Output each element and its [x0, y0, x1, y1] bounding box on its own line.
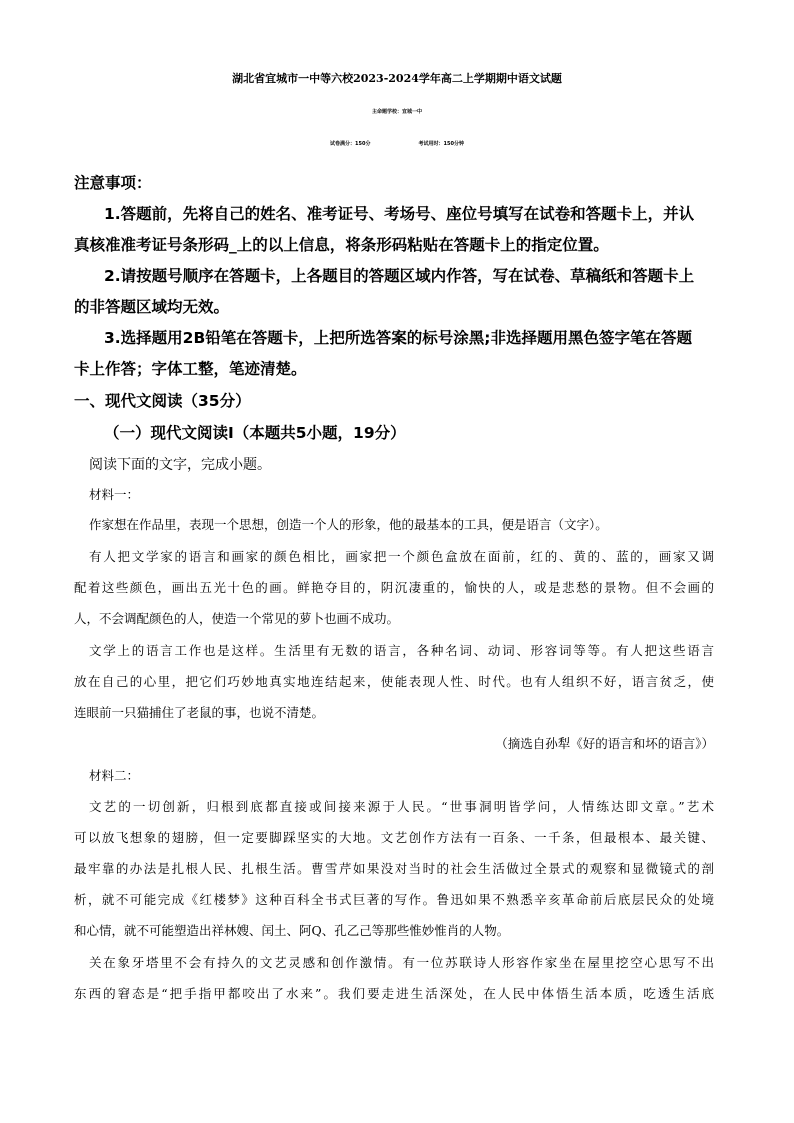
material-1-line: 人，不会调配颜色的人，使造一个常见的萝卜也画不成功。	[74, 611, 400, 626]
material-1-line: 文学上的语言工作也是这样。生活里有无数的语言，各种名词、动词、形容词等等。有人把这些语言	[89, 643, 714, 658]
material-2-line: 和心情，就不可能塑造出祥林嫂、闰土、阿Q、孔乙己等那些惟妙惟肖的人物。	[74, 923, 510, 938]
note-line: 的非答题区域均无效。	[74, 298, 230, 316]
material-1-source: （摘选自孙犁《好的语言和坏的语言》）	[495, 736, 714, 751]
material-2-line: 最牢靠的办法是扎根人民、扎根生活。曹雪芹如果没对当时的社会生活做过全景式的观察和显微镜式的剖	[74, 861, 714, 876]
note-line: 2.请按题号顺序在答题卡，上各题目的答题区域内作答，写在试卷、草稿纸和答题卡上	[104, 267, 695, 285]
note-line: 3.选择题用2B铅笔在答题卡，上把所选答案的标号涂黑;非选择题用黑色签字笔在答题	[104, 329, 692, 347]
material-1-line: 配着这些颜色，画出五光十色的画。鲜艳夺目的，阴沉凄重的，愉快的人，或是悲愁的景物。但不会画的	[74, 580, 714, 595]
reading-instruction: 阅读下面的文字，完成小题。	[89, 457, 271, 473]
material-2-line: 可以放飞想象的翅膀，但一定要脚踩坚实的大地。文艺创作方法有一百条、一千条，但最根本、最关键、	[74, 830, 714, 845]
exam-title: 湖北省宜城市一中等六校2023-2024学年高二上学期期中语文试题	[232, 72, 562, 85]
material-2-line: 关在象牙塔里不会有持久的文艺灵感和创作激情。有一位苏联诗人形容作家坐在屋里挖空心思写不出	[89, 955, 714, 970]
score-time-line	[0, 140, 794, 147]
notes-heading: 注意事项：	[74, 174, 152, 192]
material-1-line: 作家想在作品里，表现一个思想，创造一个人的形象，他的最基本的工具，便是语言（文字）。	[89, 517, 608, 532]
material-1-line: 放在自己的心里，把它们巧妙地真实地连结起来，使能表现人性、时代。也有人组织不好，语言贫乏，使	[74, 674, 714, 689]
material-1-label: 材料一：	[89, 487, 140, 502]
exam-time: 考试用时：150分钟	[418, 141, 464, 147]
material-2-line: 东西的窘态是“把手指甲都咬出了水来”。我们要走进生活深处，在人民中体悟生活本质，吃透生活底	[74, 986, 714, 1001]
material-1-line: 连眼前一只猫捕住了老鼠的事，也说不清楚。	[74, 705, 325, 720]
material-2-line: 文艺的一切创新，归根到底都直接或间接来源于人民。“世事洞明皆学问，人情练达即文章。”艺术	[89, 799, 714, 814]
material-2-label: 材料二：	[89, 768, 140, 783]
note-line: 真核准准考证号条形码_上的以上信息，将条形码粘贴在答题卡上的指定位置。	[74, 236, 609, 254]
full-score: 试卷满分：150分	[330, 141, 371, 147]
note-line: 卡上作答；字体工整，笔迹清楚。	[74, 360, 307, 378]
material-1-line: 有人把文学家的语言和画家的颜色相比，画家把一个颜色盒放在面前，红的、黄的、蓝的，画家又调	[89, 549, 714, 564]
material-2-line: 析，就不可能完成《红楼梦》这种百科全书式巨著的写作。鲁迅如果不熟悉辛亥革命前后底层民众的处境	[74, 892, 714, 907]
section-subheading: （一）现代文阅读Ⅰ（本题共5小题，19分）	[104, 424, 406, 442]
section-heading: 一、现代文阅读（35分）	[74, 392, 251, 410]
school-line: 主命题学校：宜城一中	[371, 109, 422, 115]
note-line: 1.答题前，先将自己的姓名、准考证号、考场号、座位号填写在试卷和答题卡上，并认	[104, 205, 695, 223]
